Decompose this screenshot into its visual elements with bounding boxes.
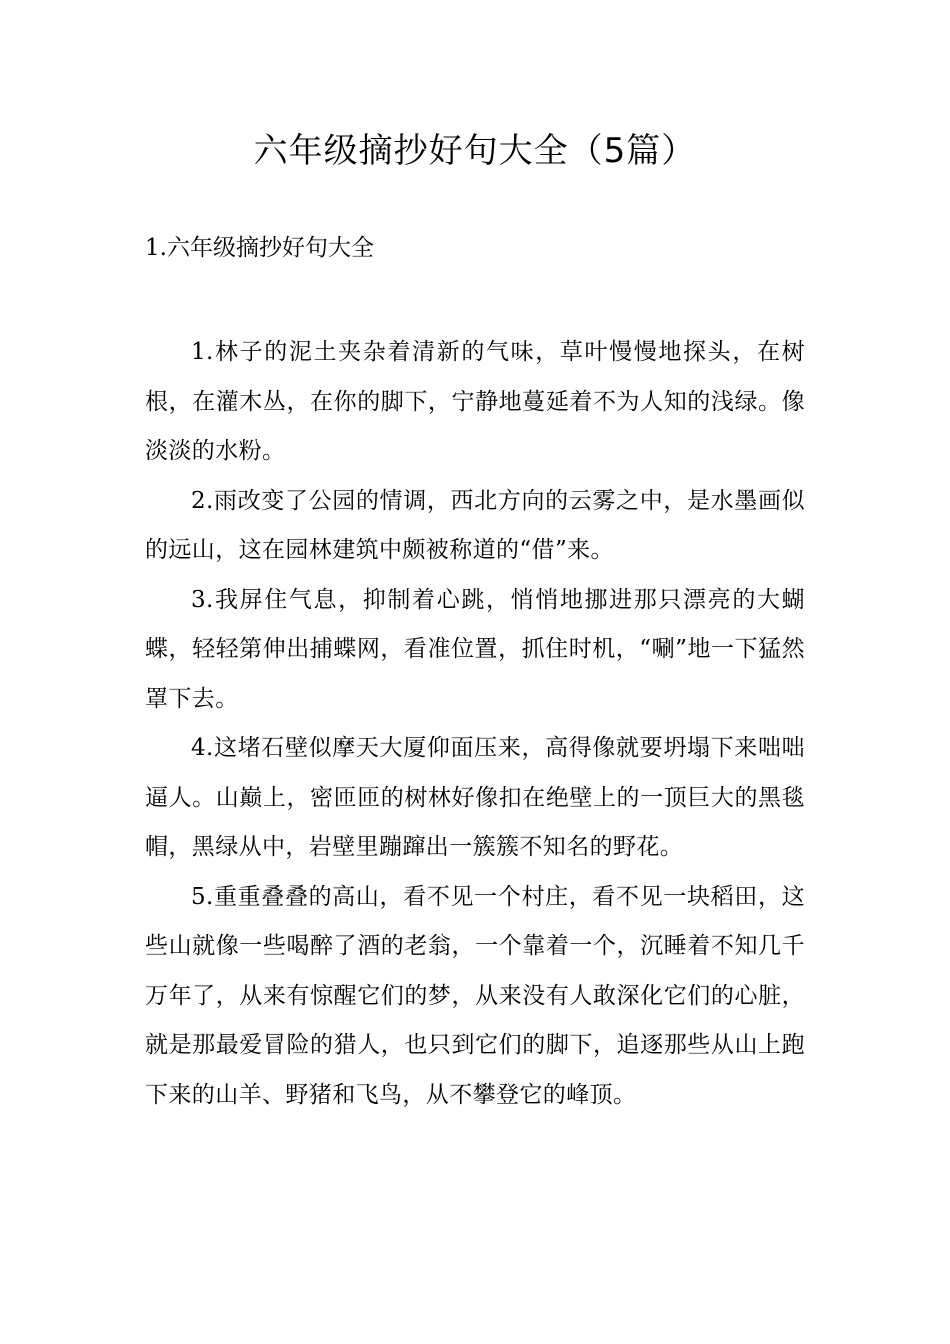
- document-title: 六年级摘抄好句大全（5篇）: [253, 131, 697, 171]
- paragraph-3: 3.我屏住气息，抑制着心跳，悄悄地挪进那只漂亮的大蝴蝶，轻轻第伸出捕蝶网，看准位置，抓住时机，“唰”地一下猛然罩下去。: [145, 586, 805, 712]
- paragraph-5: 5.重重叠叠的高山，看不见一个村庄，看不见一块稻田，这些山就像一些喝醉了酒的老翁，一个靠着一个，沉睡着不知几千万年了，从来有惊醒它们的梦，从来没有人敢深化它们的心脏，就是那最爱冒险的猎人，也只到它们的脚下，追逐那些从山上跑下来的山羊、野猪和飞鸟，从不攀登它的峰顶。: [145, 883, 805, 1108]
- paragraph-2: 2.雨改变了公园的情调，西北方向的云雾之中，是水墨画似的远山，这在园林建筑中颇被称道的“借”来。: [145, 487, 805, 563]
- document-body: [145, 328, 805, 1120]
- section-heading: 1.六年级摘抄好句大全: [145, 235, 374, 261]
- paragraph-1: 1.林子的泥土夹杂着清新的气味，草叶慢慢地探头，在树根，在灌木丛，在你的脚下，宁静地蔓延着不为人知的浅绿。像淡淡的水粉。: [145, 339, 805, 464]
- paragraph-4: 4.这堵石壁似摩天大厦仰面压来，高得像就要坍塌下来咄咄逼人。山巅上，密匝匝的树林好像扣在绝壁上的一顶巨大的黑毯帽，黑绿从中，岩壁里蹦蹿出一簇簇不知名的野花。: [145, 735, 805, 860]
